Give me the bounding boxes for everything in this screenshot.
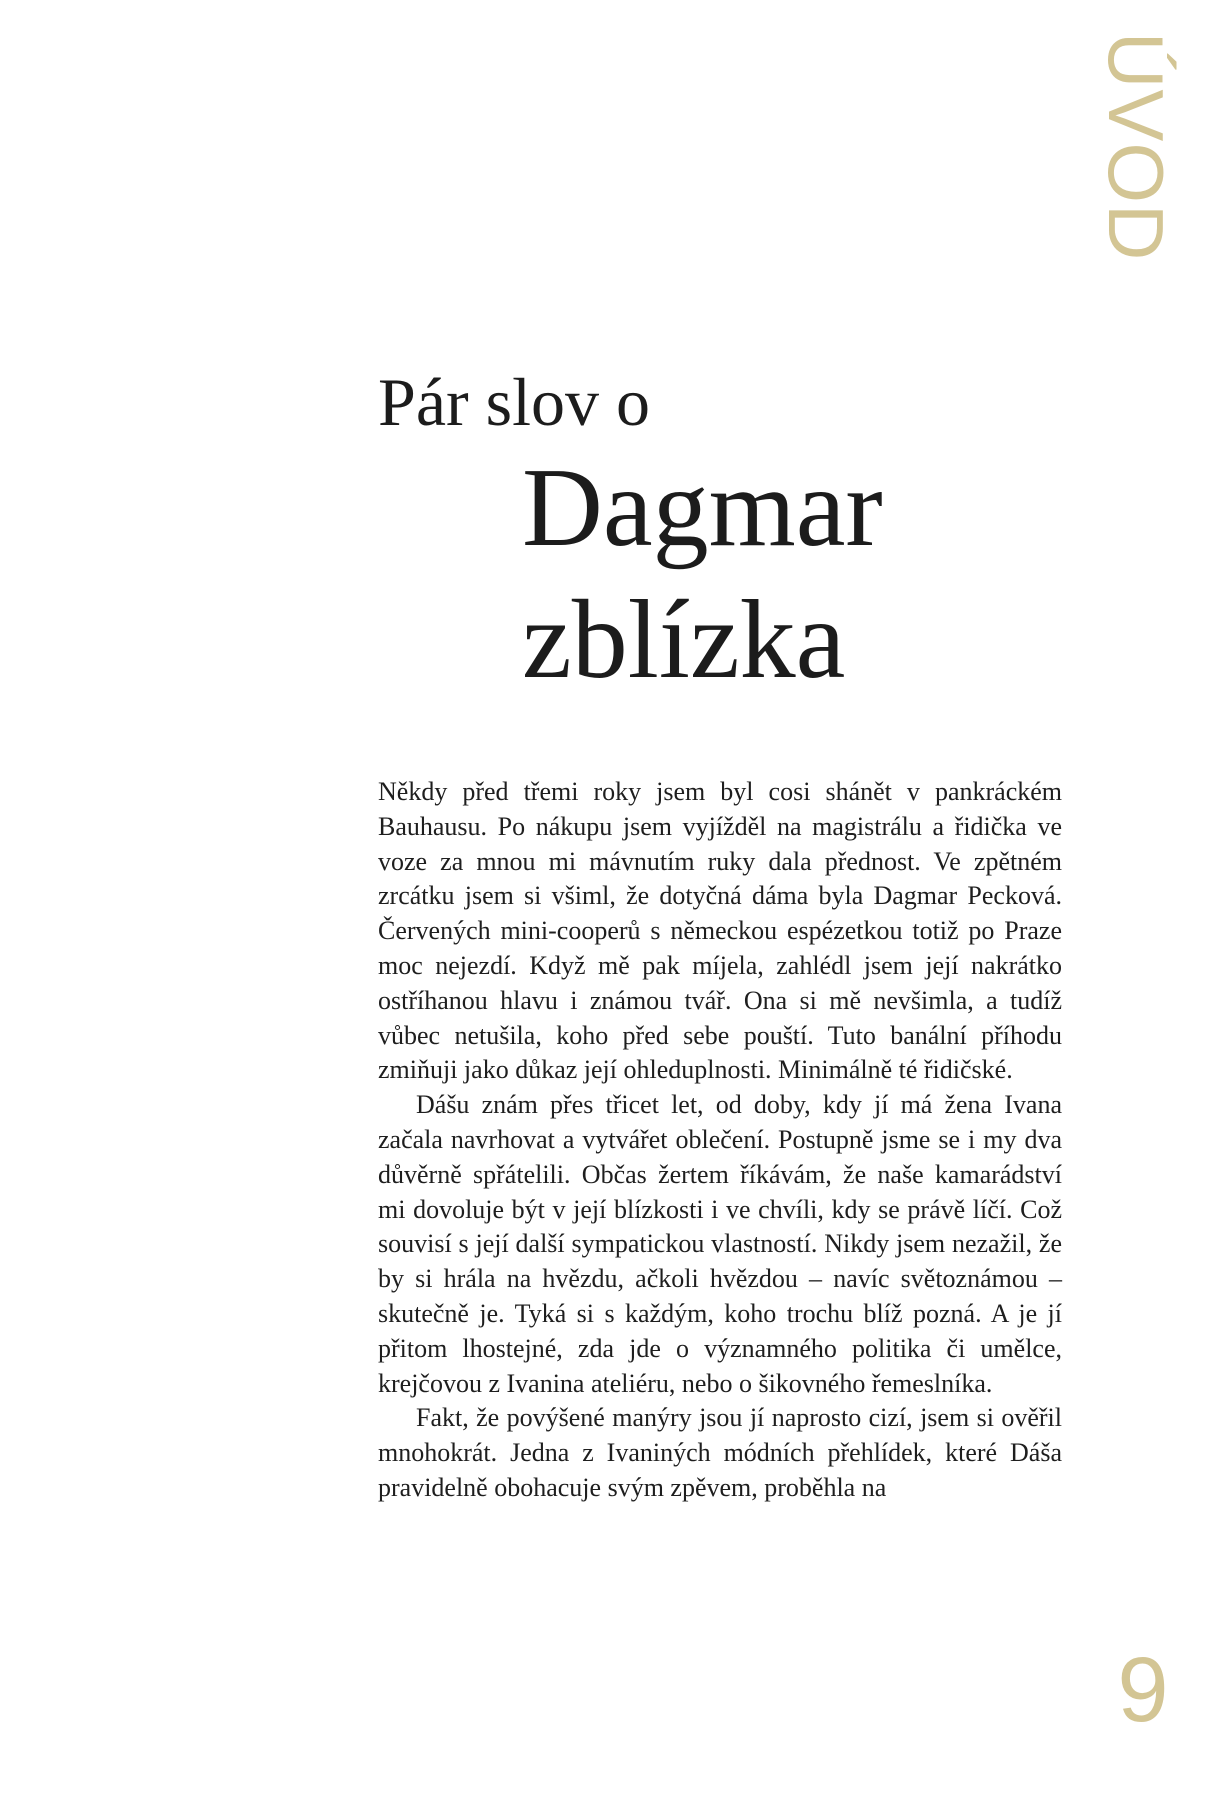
- chapter-title-line-1: Pár slov o: [378, 364, 650, 440]
- page-number: 9: [1117, 1639, 1169, 1741]
- paragraph-2: Dášu znám přes třicet let, od doby, kdy jí má žena Ivana začala navrhovat a vytvářet oblečení. Postupně jsme se i my dva důvěrně spřátelili. Občas žertem říkávám, že naše kamarádství mi dovoluje být v její blízkosti i ve chvíli, kdy se právě líčí. Což souvisí s její další sympatickou vlastností. Nikdy jsem nezažil, že by si hrála na hvězdu, ačkoli hvězdou – navíc světoznámou – skutečně je. Tyká si s každým, koho trochu blíž pozná. A je jí přitom lhostejné, zda jde o významného politika či umělce, krejčovou z Ivanina ateliéru, nebo o šikovného řemeslníka.: [378, 1090, 1062, 1398]
- chapter-title: [0, 0, 1226, 700]
- paragraph-1: Někdy před třemi roky jsem byl cosi shánět v pankráckém Bauhausu. Po nákupu jsem vyjížděl na magistrálu a řidička ve voze za mnou mi mávnutím ruky dala přednost. Ve zpětném zrcátku jsem si všiml, že dotyčná dáma byla Dagmar Pecková. Červených mini-cooperů s německou espézetkou totiž po Praze moc nejezdí. Když mě pak míjela, zahlédl jsem její nakrátko ostříhanou hlavu i známou tvář. Ona si mě nevšimla, a tudíž vůbec netušila, koho před sebe pouští. Tuto banální příhodu zmiňuji jako důkaz její ohleduplnosti. Minimálně té řidičské.: [378, 777, 1062, 1085]
- paragraph-3: Fakt, že povýšené manýry jsou jí naprosto cizí, jsem si ověřil mnohokrát. Jedna z Ivaniných módních přehlídek, které Dáša pravidelně obohacuje svým zpěvem, proběhla na: [378, 1403, 1062, 1502]
- chapter-title-line-3: zblízka: [522, 578, 846, 702]
- chapter-title-line-2: Dagmar: [522, 446, 883, 570]
- section-label: ÚVOD: [1092, 32, 1180, 262]
- body-text: [378, 775, 1062, 1506]
